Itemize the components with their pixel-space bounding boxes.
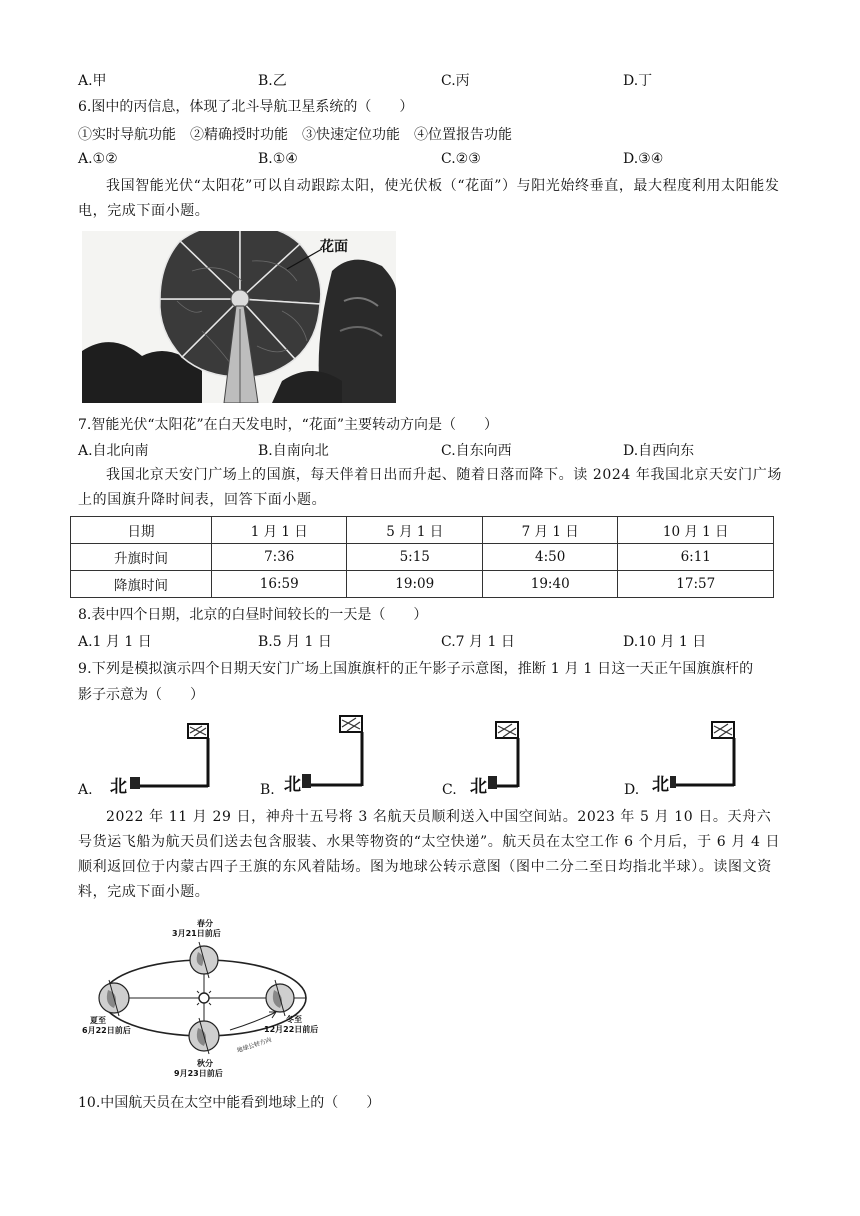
- q6-options: [78, 151, 778, 171]
- flag-time-table: [70, 516, 774, 598]
- q9-option-d-label[interactable]: D.: [624, 782, 640, 798]
- q9-option-b-diagram: [300, 712, 372, 792]
- q9-option-b-north: 北: [284, 775, 301, 795]
- q7-options: [78, 440, 778, 460]
- q9-option-c-diagram: [486, 718, 536, 792]
- q5-option-c[interactable]: C.丙: [441, 73, 470, 89]
- table-row: [71, 544, 774, 571]
- q7-option-c[interactable]: C.自东向西: [441, 443, 512, 459]
- q6-option-b[interactable]: B.①④: [258, 151, 298, 167]
- q9-stem-line1: 9.下列是模拟演示四个日期天安门广场上国旗旗杆的正午影子示意图，推断 1 月 1 日这一天正午国旗旗杆的: [78, 661, 754, 677]
- q5-option-d[interactable]: D.丁: [623, 73, 653, 89]
- sunflower-photo: [82, 231, 396, 403]
- q9-option-c-label[interactable]: C.: [442, 782, 457, 798]
- q7-stem: 7.智能光伏“太阳花”在白天发电时，“花面”主要转动方向是（ ）: [78, 417, 498, 433]
- q9-option-d-north: 北: [652, 775, 669, 795]
- table-cell: 7:36: [212, 544, 347, 571]
- orbit-label-summer: 夏至: [90, 1016, 106, 1025]
- table-header-row: [71, 517, 774, 544]
- q6-stem: 6.图中的丙信息，体现了北斗导航卫星系统的（ ）: [78, 99, 414, 115]
- q9-option-a-diagram: [128, 720, 218, 792]
- orbit-label-spring: 春分: [197, 919, 213, 928]
- table-cell: 降旗时间: [71, 571, 212, 598]
- table-cell: 16:59: [212, 571, 347, 598]
- q9-stem-line2: 影子示意为（ ）: [78, 687, 204, 703]
- q5-option-a[interactable]: A.甲: [78, 73, 107, 89]
- q8-options: [78, 631, 778, 651]
- q9-option-a-north: 北: [110, 777, 127, 797]
- orbit-label-spring-date: 3月21日前后: [172, 929, 221, 938]
- orbit-label-winter: 冬至: [286, 1015, 302, 1024]
- table-cell: 1 月 1 日: [212, 517, 347, 544]
- q10-stem: 10.中国航天员在太空中能看到地球上的（ ）: [78, 1095, 381, 1111]
- table-cell: 19:09: [347, 571, 482, 598]
- passage-space: 2022 年 11 月 29 日，神舟十五号将 3 名航天员顺利送入中国空间站。2023 年 5 月 10 日。天舟六号货运飞船为航天员们送去包含服装、水果等物资的“太空快递”。航天员在太空工作 6 个月后，于 6 月 4 日顺利返回位于内蒙古四子王旗的东风着陆场。图为地球公转示意图（图中二分二至日均指北半球）。读图文资料，完成下面小题。: [78, 809, 781, 900]
- q7-option-d[interactable]: D.自西向东: [623, 443, 695, 459]
- q8-option-b[interactable]: B.5 月 1 日: [258, 634, 332, 650]
- orbit-label-winter-date: 12月22日前后: [264, 1025, 319, 1034]
- q9-option-b-label[interactable]: B.: [260, 782, 275, 798]
- table-cell: 5 月 1 日: [347, 517, 482, 544]
- table-row: [71, 571, 774, 598]
- table-cell: 10 月 1 日: [618, 517, 774, 544]
- q5-option-b[interactable]: B.乙: [258, 73, 287, 89]
- q9-option-c-north: 北: [470, 777, 487, 797]
- table-cell: 7 月 1 日: [482, 517, 617, 544]
- q8-option-d[interactable]: D.10 月 1 日: [623, 634, 707, 650]
- passage-flag: 我国北京天安门广场上的国旗，每天伴着日出而升起、随着日落而降下。读 2024 年我国北京天安门广场上的国旗升降时间表，回答下面小题。: [78, 467, 782, 508]
- table-cell: 17:57: [618, 571, 774, 598]
- orbit-label-autumn: 秋分: [197, 1059, 213, 1068]
- sun-icon: [194, 988, 214, 1008]
- table-cell: 6:11: [618, 544, 774, 571]
- q6-option-c[interactable]: C.②③: [441, 151, 481, 167]
- q7-option-a[interactable]: A.自北向南: [78, 443, 149, 459]
- q6-option-a[interactable]: A.①②: [78, 151, 118, 167]
- q8-option-a[interactable]: A.1 月 1 日: [78, 634, 152, 650]
- orbit-label-autumn-date: 9月23日前后: [174, 1069, 223, 1078]
- q9-option-a-label[interactable]: A.: [78, 782, 93, 798]
- sunflower-label: 花面: [320, 239, 348, 255]
- q8-stem: 8.表中四个日期，北京的白昼时间较长的一天是（ ）: [78, 607, 428, 623]
- q6-option-d[interactable]: D.③④: [623, 151, 664, 167]
- table-cell: 4:50: [482, 544, 617, 571]
- table-cell: 5:15: [347, 544, 482, 571]
- table-cell: 升旗时间: [71, 544, 212, 571]
- q8-option-c[interactable]: C.7 月 1 日: [441, 634, 515, 650]
- orbit-label-direction: 地球公转方向: [236, 1036, 273, 1055]
- q5-options: [78, 70, 778, 90]
- q7-option-b[interactable]: B.自南向北: [258, 443, 329, 459]
- table-cell: 19:40: [482, 571, 617, 598]
- q6-statements: ①实时导航功能 ②精确授时功能 ③快速定位功能 ④位置报告功能: [78, 127, 512, 143]
- q9-option-d-diagram: [668, 718, 738, 792]
- table-cell: 日期: [71, 517, 212, 544]
- passage-sunflower: 我国智能光伏“太阳花”可以自动跟踪太阳，使光伏板（“花面”）与阳光始终垂直，最大程度利用太阳能发电，完成下面小题。: [78, 178, 780, 219]
- orbit-label-summer-date: 6月22日前后: [82, 1026, 131, 1035]
